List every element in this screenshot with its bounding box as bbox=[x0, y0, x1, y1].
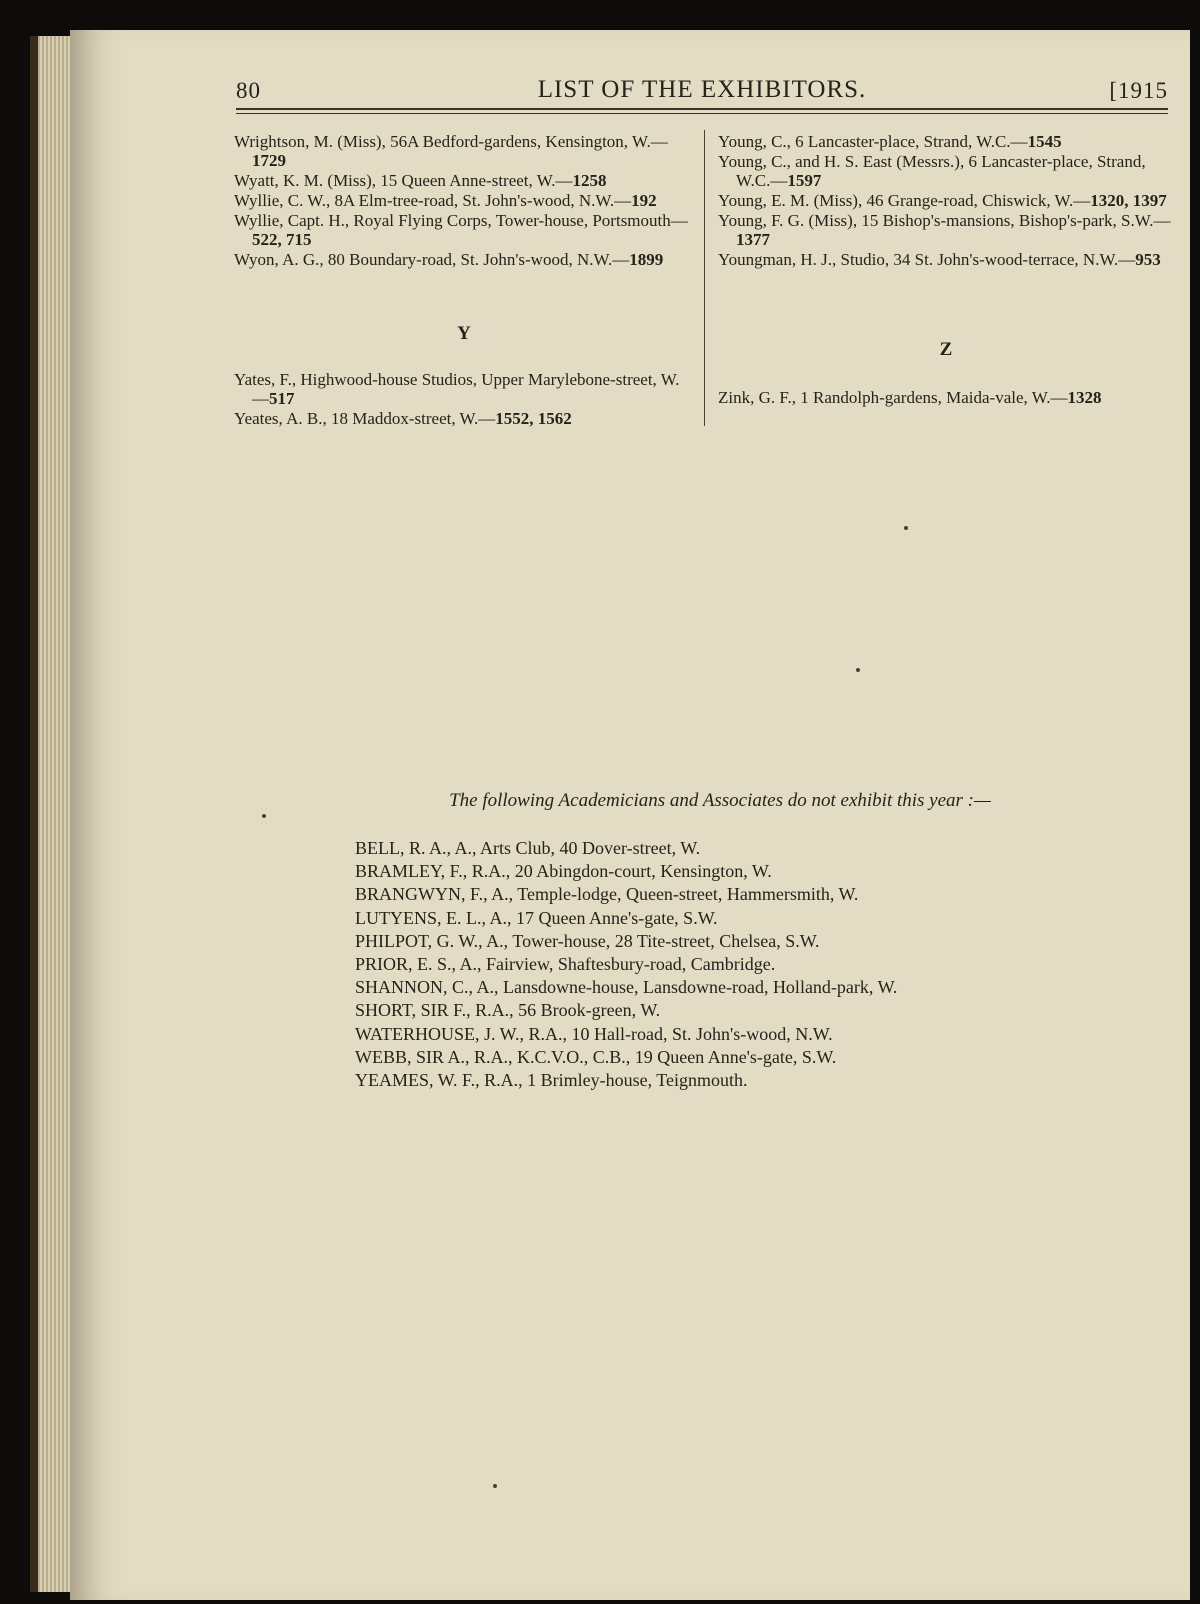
list-item: Wyllie, C. W., 8A Elm-tree-road, St. John's-wood, N.W.—192 bbox=[234, 191, 657, 210]
page-title: LIST OF THE EXHIBITORS. bbox=[537, 76, 867, 103]
list-item: Wyon, A. G., 80 Boundary-road, St. John's-wood, N.W.—1899 bbox=[234, 250, 664, 269]
list-item: Young, F. G. (Miss), 15 Bishop's-mansions, Bishop's-park, S.W.—1377 bbox=[718, 211, 1171, 249]
right-column-z-entries bbox=[718, 388, 1174, 408]
list-item: Youngman, H. J., Studio, 34 St. John's-wood-terrace, N.W.—953 bbox=[718, 250, 1161, 269]
list-item: WATERHOUSE, J. W., R.A., 10 Hall-road, St. John's-wood, N.W. bbox=[355, 1023, 833, 1044]
paper-speck bbox=[856, 668, 860, 672]
list-item: Wyatt, K. M. (Miss), 15 Queen Anne-street, W.—1258 bbox=[234, 171, 607, 190]
column-divider bbox=[704, 130, 705, 426]
list-item: Zink, G. F., 1 Randolph-gardens, Maida-vale, W.—1328 bbox=[718, 388, 1102, 407]
page-year: [1915 bbox=[1109, 78, 1168, 103]
list-item: SHANNON, C., A., Lansdowne-house, Lansdowne-road, Holland-park, W. bbox=[355, 977, 898, 998]
non-exhibitors-list bbox=[355, 837, 1155, 1092]
paper-speck bbox=[904, 526, 908, 530]
list-item: PHILPOT, G. W., A., Tower-house, 28 Tite-street, Chelsea, S.W. bbox=[355, 930, 820, 951]
list-item: Young, C., and H. S. East (Messrs.), 6 Lancaster-place, Strand, W.C.—1597 bbox=[718, 152, 1146, 190]
section-letter-y: Y bbox=[457, 323, 471, 344]
list-item: BRANGWYN, F., A., Temple-lodge, Queen-street, Hammersmith, W. bbox=[355, 884, 859, 905]
list-item: PRIOR, E. S., A., Fairview, Shaftesbury-road, Cambridge. bbox=[355, 954, 776, 975]
list-item: BELL, R. A., A., Arts Club, 40 Dover-street, W. bbox=[355, 838, 701, 858]
list-item: Young, C., 6 Lancaster-place, Strand, W.C.—1545 bbox=[718, 132, 1062, 151]
left-column-y-entries bbox=[234, 370, 694, 429]
list-item: SHORT, SIR F., R.A., 56 Brook-green, W. bbox=[355, 1000, 661, 1021]
list-item: LUTYENS, E. L., A., 17 Queen Anne's-gate, S.W. bbox=[355, 907, 718, 928]
left-column-w-entries bbox=[234, 132, 694, 270]
list-item: Yates, F., Highwood-house Studios, Upper Marylebone-street, W.—517 bbox=[234, 370, 680, 408]
header-rule-thin bbox=[236, 113, 1168, 114]
list-item: Yeates, A. B., 18 Maddox-street, W.—1552, 1562 bbox=[234, 409, 572, 428]
list-item: YEAMES, W. F., R.A., 1 Brimley-house, Teignmouth. bbox=[355, 1070, 748, 1091]
paper-speck bbox=[493, 1484, 497, 1488]
right-column-y-entries bbox=[718, 132, 1174, 270]
paper-speck bbox=[262, 814, 266, 818]
page-number: 80 bbox=[236, 78, 261, 103]
list-item: Young, E. M. (Miss), 46 Grange-road, Chiswick, W.—1320, 1397 bbox=[718, 191, 1167, 210]
header-rule bbox=[236, 108, 1168, 110]
page-header bbox=[236, 72, 1168, 112]
section-letter-z: Z bbox=[939, 339, 953, 360]
list-item: WEBB, SIR A., R.A., K.C.V.O., C.B., 19 Queen Anne's-gate, S.W. bbox=[355, 1046, 837, 1067]
list-item: BRAMLEY, F., R.A., 20 Abingdon-court, Kensington, W. bbox=[355, 861, 772, 882]
list-item: Wyllie, Capt. H., Royal Flying Corps, Tower-house, Portsmouth—522, 715 bbox=[234, 211, 688, 249]
list-item: Wrightson, M. (Miss), 56A Bedford-gardens, Kensington, W.—1729 bbox=[234, 132, 668, 170]
non-exhibitors-heading: The following Academicians and Associates do not exhibit this year :— bbox=[449, 790, 991, 811]
